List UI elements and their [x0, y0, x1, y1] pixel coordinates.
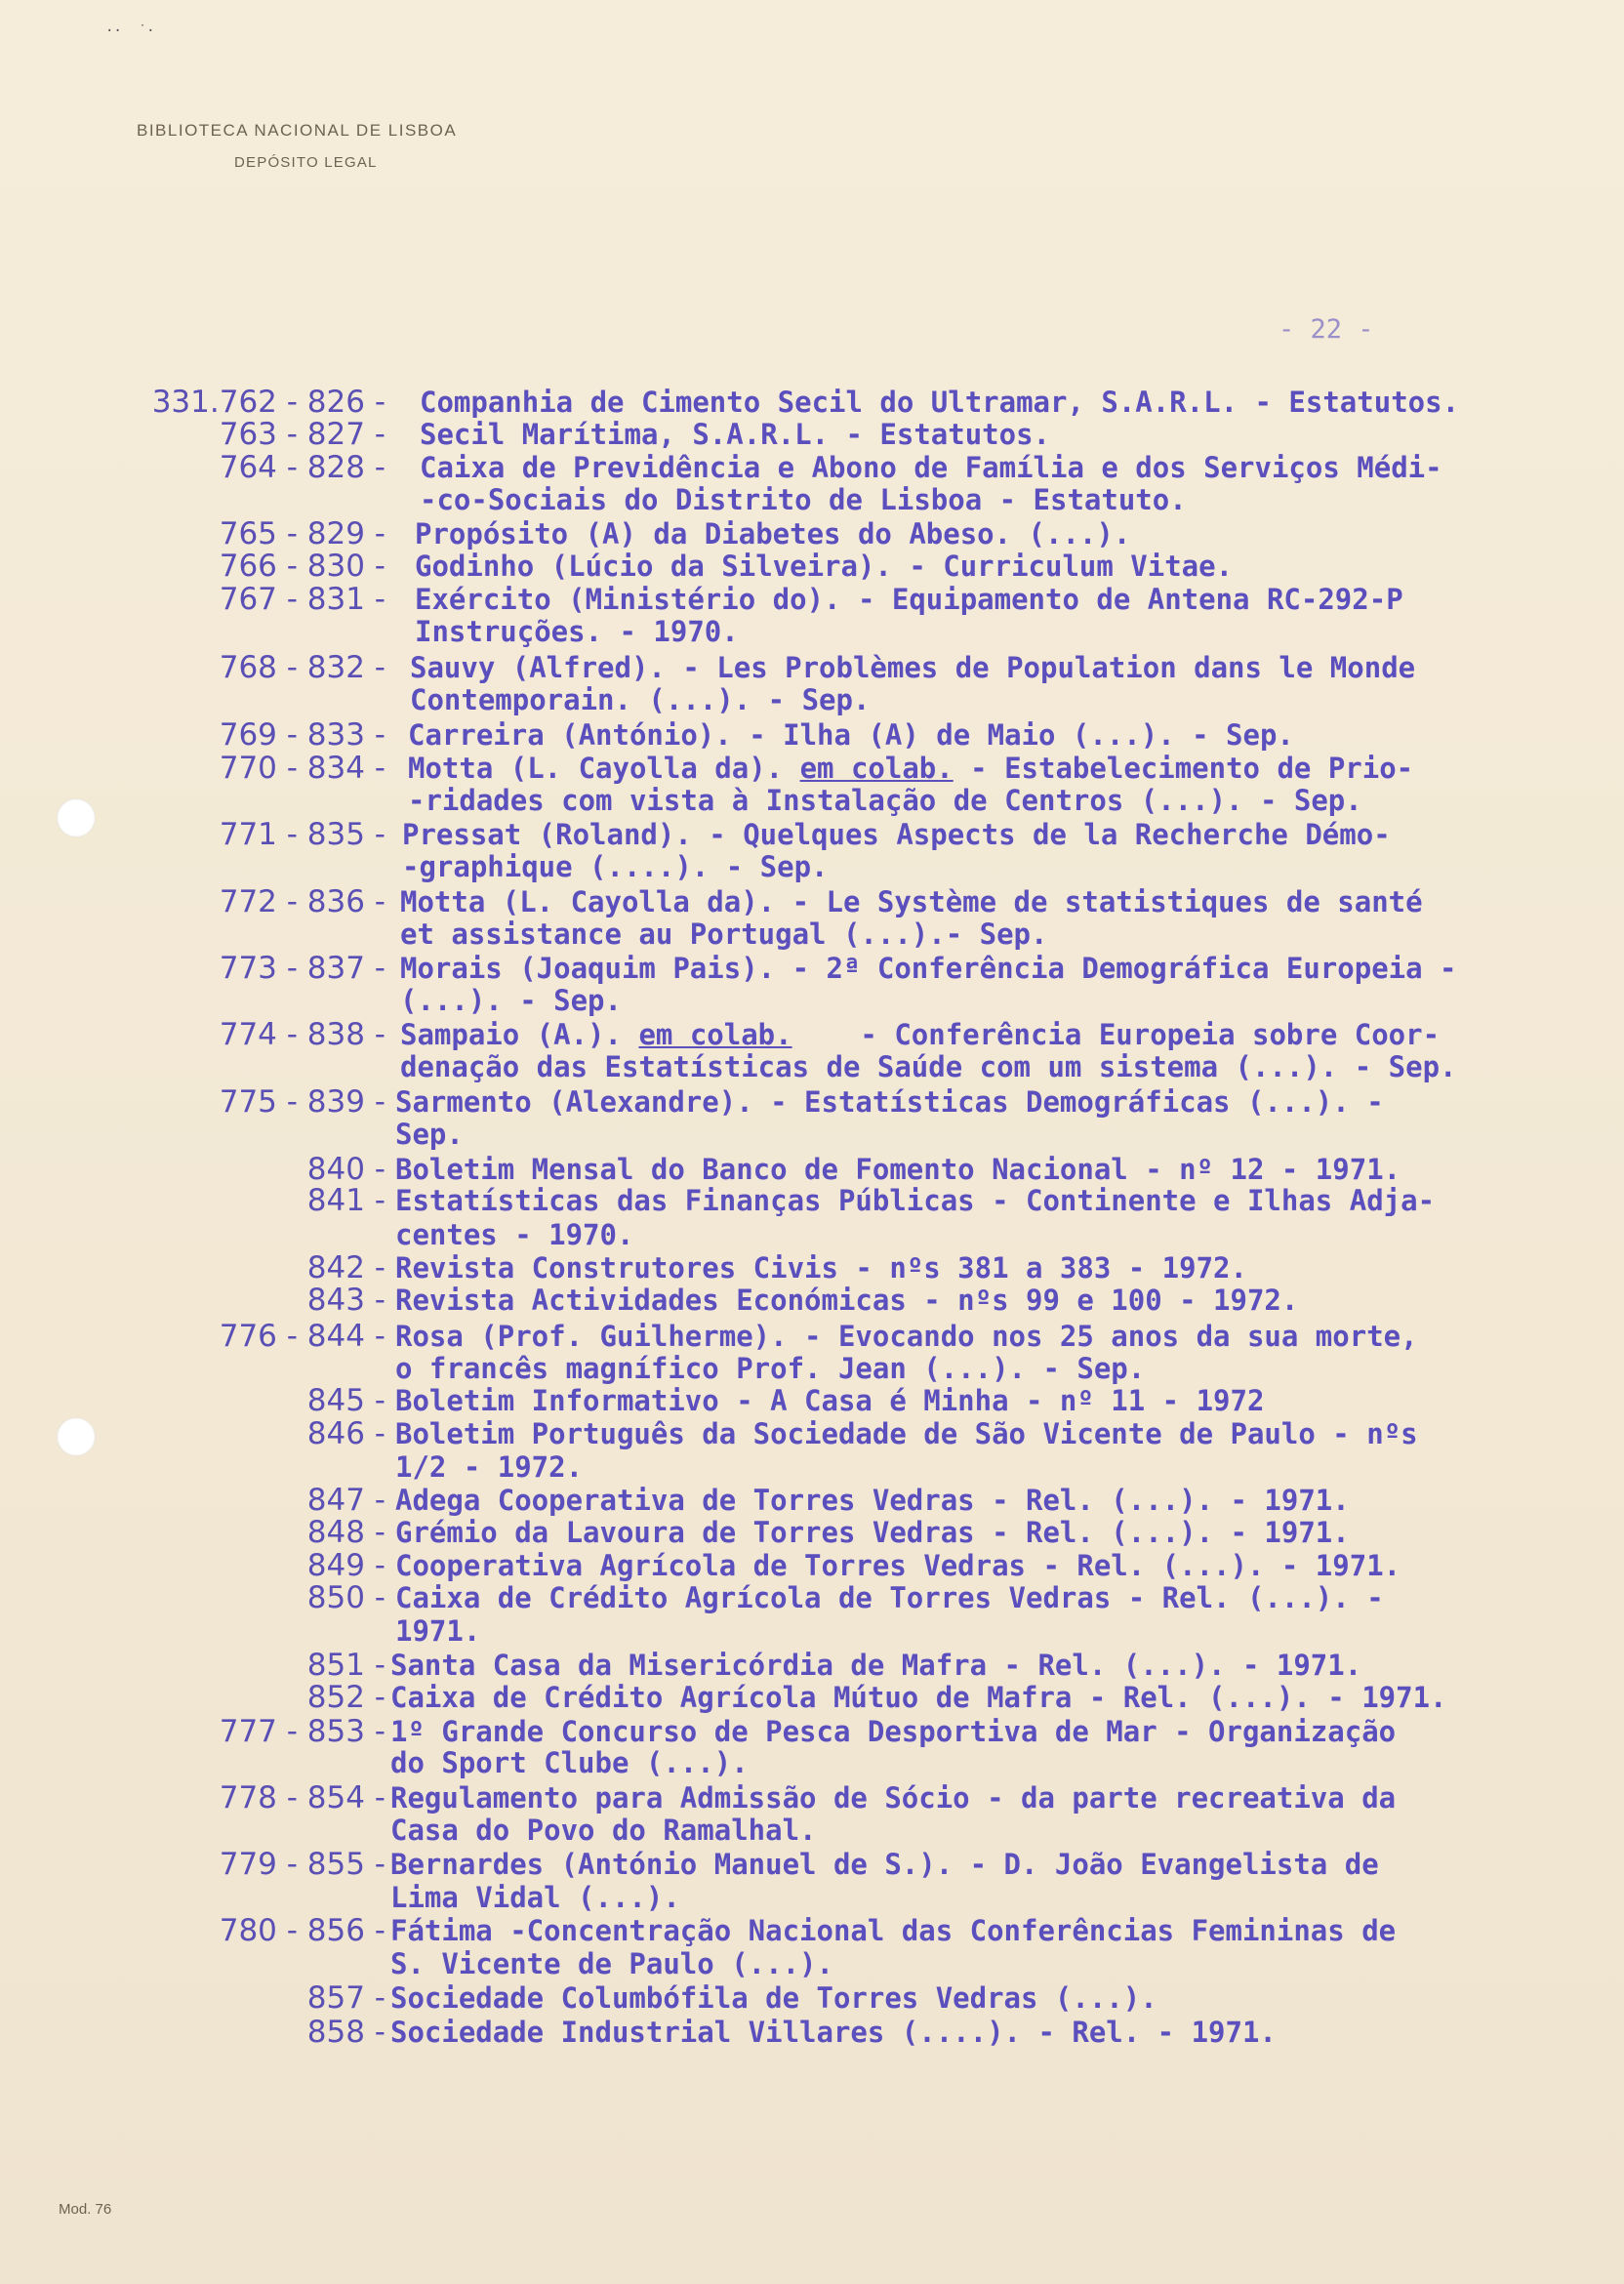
entry-text: -graphique (....). - Sep.: [402, 850, 829, 883]
department-header: DEPÓSITO LEGAL: [234, 154, 378, 171]
entry-text: Sarmento (Alexandre). - Estatísticas Demográficas (...). -: [395, 1085, 1384, 1119]
entry-text: centes - 1970.: [395, 1218, 634, 1251]
entry-text: [408, 752, 1413, 785]
entry-text: Cooperativa Agrícola de Torres Vedras - Rel. (...). - 1971.: [395, 1549, 1401, 1582]
entry-text: -co-Sociais do Distrito de Lisboa - Estatuto.: [420, 483, 1187, 516]
entry-number: 764 - 828 -: [219, 450, 386, 485]
entry-number: 766 - 830 -: [219, 549, 386, 584]
entry-number: 849 -: [306, 1548, 386, 1583]
entry-number: 843 -: [306, 1283, 386, 1318]
paper-specks: ·· ˙·: [105, 23, 155, 39]
entry-text: denação das Estatísticas de Saúde com um sistema (...). - Sep.: [400, 1050, 1457, 1083]
entry-text: do Sport Clube (...).: [390, 1746, 749, 1779]
page-number: - 22 -: [1279, 314, 1374, 345]
entry-text: Estatísticas das Finanças Públicas - Continente e Ilhas Adja-: [395, 1184, 1436, 1217]
entry-text: 1/2 - 1972.: [395, 1450, 584, 1484]
entry-text: Companhia de Cimento Secil do Ultramar, S.A.R.L. - Estatutos.: [420, 386, 1460, 419]
entry-text: Rosa (Prof. Guilherme). - Evocando nos 25 anos da sua morte,: [395, 1320, 1418, 1353]
entry-text-part: - Estabelecimento de Prio-: [953, 752, 1414, 785]
entry-number: 777 - 853 -: [219, 1714, 386, 1749]
entry-text: o francês magnífico Prof. Jean (...). - Sep.: [395, 1352, 1146, 1385]
entry-text: S. Vicente de Paulo (...).: [390, 1947, 833, 1980]
entry-number: 773 - 837 -: [219, 951, 386, 986]
entry-number: 765 - 829 -: [219, 516, 386, 551]
entry-text: Propósito (A) da Diabetes do Abeso. (...).: [415, 517, 1131, 551]
entry-text: Sociedade Columbófila de Torres Vedras (...).: [390, 1981, 1157, 2015]
entry-text: Grémio da Lavoura de Torres Vedras - Rel. (...). - 1971.: [395, 1516, 1350, 1549]
underlined-collaboration-note: em colab.: [799, 752, 954, 785]
entry-text: Caixa de Crédito Agrícola Mútuo de Mafra - Rel. (...). - 1971.: [390, 1681, 1447, 1714]
entry-number: 842 -: [306, 1250, 386, 1285]
entry-text: Bernardes (António Manuel de S.). - D. João Evangelista de: [390, 1848, 1379, 1881]
entry-number: 767 - 831 -: [219, 582, 386, 617]
entry-text: Sep.: [395, 1118, 464, 1151]
entry-text-part: Sampaio (A.).: [400, 1018, 639, 1051]
entry-text: Secil Marítima, S.A.R.L. - Estatutos.: [420, 418, 1051, 451]
entry-number: 841 -: [306, 1183, 386, 1218]
entry-number: 847 -: [306, 1483, 386, 1518]
entry-text: Exército (Ministério do). - Equipamento de Antena RC-292-P: [415, 583, 1403, 616]
entry-text: Adega Cooperativa de Torres Vedras - Rel. (...). - 1971.: [395, 1484, 1350, 1517]
entry-text: 1º Grande Concurso de Pesca Desportiva de Mar - Organização: [390, 1715, 1397, 1748]
entry-number: 771 - 835 -: [219, 817, 386, 852]
entry-text: Santa Casa da Misericórdia de Mafra - Rel. (...). - 1971.: [390, 1649, 1362, 1682]
entry-text: Godinho (Lúcio da Silveira). - Curriculum Vitae.: [415, 550, 1234, 583]
entry-text: Carreira (António). - Ilha (A) de Maio (...). - Sep.: [408, 718, 1294, 752]
entry-text-part: - Conferência Europeia sobre Coor-: [792, 1018, 1441, 1051]
entry-number: 778 - 854 -: [219, 1780, 386, 1815]
entry-text: Fátima -Concentração Nacional das Conferências Femininas de: [390, 1914, 1397, 1947]
punch-hole: [57, 798, 96, 837]
entry-number: 331.762 - 826 -: [151, 385, 386, 420]
entry-text: Regulamento para Admissão de Sócio - da parte recreativa da: [390, 1781, 1397, 1815]
entry-number: 857 -: [306, 1980, 386, 2016]
entry-text: Caixa de Previdência e Abono de Família e dos Serviços Médi-: [420, 451, 1442, 484]
entry-number: 772 - 836 -: [219, 884, 386, 919]
entry-text: (...). - Sep.: [400, 984, 622, 1017]
entry-text: Instruções. - 1970.: [415, 615, 739, 648]
entry-text: Casa do Povo do Ramalhal.: [390, 1814, 817, 1847]
entry-number: 779 - 855 -: [219, 1847, 386, 1882]
entry-number: 768 - 832 -: [219, 650, 386, 685]
entry-text: Boletim Mensal do Banco de Fomento Nacional - nº 12 - 1971.: [395, 1153, 1401, 1186]
entry-text: Morais (Joaquim Pais). - 2ª Conferência Demográfica Europeia -: [400, 952, 1457, 985]
entry-text: Contemporain. (...). - Sep.: [410, 683, 871, 716]
entry-text: Sauvy (Alfred). - Les Problèmes de Population dans le Monde: [410, 651, 1416, 684]
entry-number: 770 - 834 -: [219, 751, 386, 786]
entry-number: 858 -: [306, 2015, 386, 2050]
entry-number: 840 -: [306, 1152, 386, 1187]
entry-number: 845 -: [306, 1383, 386, 1418]
punch-hole: [57, 1417, 96, 1456]
entry-text: 1971.: [395, 1614, 481, 1648]
entry-text: et assistance au Portugal (...).- Sep.: [400, 918, 1048, 951]
entry-number: 852 -: [306, 1680, 386, 1715]
entry-number: 775 - 839 -: [219, 1084, 386, 1120]
entry-number: 780 - 856 -: [219, 1913, 386, 1948]
entry-text: [400, 1018, 1440, 1051]
entry-number: 848 -: [306, 1515, 386, 1550]
entry-number: 846 -: [306, 1416, 386, 1451]
library-header: BIBLIOTECA NACIONAL DE LISBOA: [137, 121, 458, 140]
entry-text: -ridades com vista à Instalação de Centros (...). - Sep.: [408, 784, 1362, 817]
entry-text-part: Motta (L. Cayolla da).: [408, 752, 800, 785]
form-number: Mod. 76: [59, 2201, 112, 2218]
entry-number: 851 -: [306, 1648, 386, 1683]
entry-text: Revista Construtores Civis - nºs 381 a 383 - 1972.: [395, 1251, 1247, 1285]
entry-text: Boletim Informativo - A Casa é Minha - nº 11 - 1972: [395, 1384, 1265, 1417]
entry-number: 774 - 838 -: [219, 1017, 386, 1052]
entry-number: 769 - 833 -: [219, 717, 386, 753]
entry-number: 776 - 844 -: [219, 1319, 386, 1354]
entry-number: 850 -: [306, 1580, 386, 1615]
entry-text: Boletim Português da Sociedade de São Vicente de Paulo - nºs: [395, 1417, 1418, 1450]
entry-text: Lima Vidal (...).: [390, 1881, 680, 1914]
entry-text: Motta (L. Cayolla da). - Le Système de statistiques de santé: [400, 885, 1423, 918]
entry-number: 763 - 827 -: [219, 417, 386, 452]
underlined-collaboration-note: em colab.: [638, 1018, 792, 1051]
entry-text: Sociedade Industrial Villares (....). - Rel. - 1971.: [390, 2016, 1277, 2049]
entry-text: Revista Actividades Económicas - nºs 99 e 100 - 1972.: [395, 1284, 1299, 1317]
entry-text: Pressat (Roland). - Quelques Aspects de la Recherche Démo-: [402, 818, 1391, 851]
entry-text: Caixa de Crédito Agrícola de Torres Vedras - Rel. (...). -: [395, 1581, 1384, 1614]
